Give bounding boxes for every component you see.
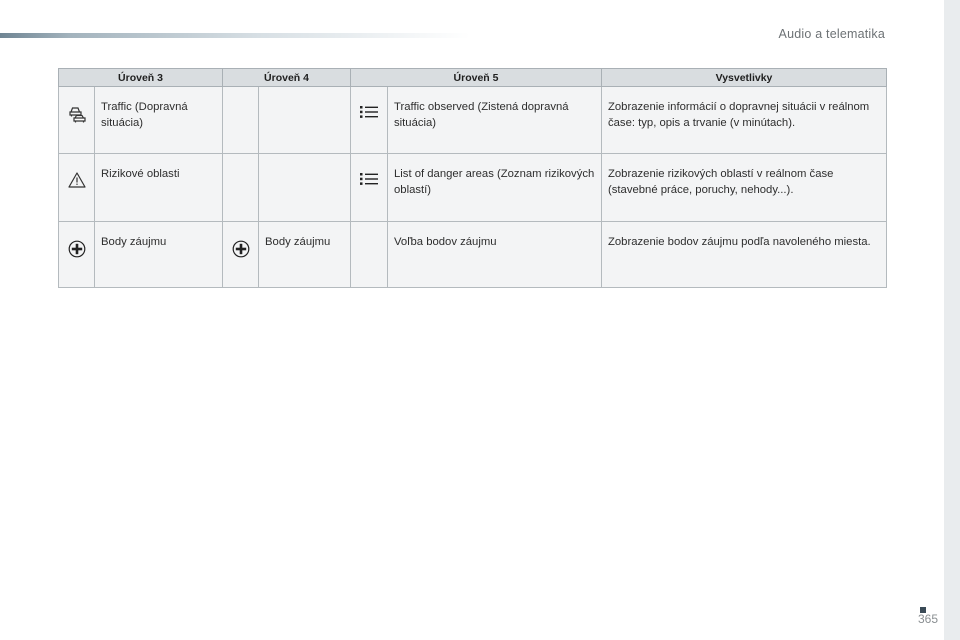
level-4-label: [259, 87, 351, 154]
level-3-label: Rizikové oblasti: [95, 154, 223, 222]
header-level-3: Úroveň 3: [59, 69, 223, 87]
icon-cell: [223, 222, 259, 288]
icon-cell: [59, 222, 95, 288]
icon-cell: [59, 87, 95, 154]
header-level-5: Úroveň 5: [351, 69, 602, 87]
section-title: Audio a telematika: [778, 27, 885, 41]
table-row: [59, 154, 887, 222]
points-of-interest-icon: [68, 240, 86, 258]
list-icon: [360, 105, 378, 119]
page-number: 365: [917, 612, 938, 626]
icon-cell: [351, 222, 388, 288]
table-header-row: [59, 69, 887, 87]
level-5-label: List of danger areas (Zoznam rizikových oblastí): [388, 154, 602, 222]
page-edge-strip: [944, 0, 960, 640]
table-row: [59, 87, 887, 154]
icon-cell: [351, 154, 388, 222]
explanation-text: Zobrazenie informácií o dopravnej situácii v reálnom čase: typ, opis a trvanie (v minútach).: [602, 87, 887, 154]
explanation-text: Zobrazenie bodov záujmu podľa navoleného miesta.: [602, 222, 887, 288]
explanation-text: Zobrazenie rizikových oblastí v reálnom čase (stavebné práce, poruchy, nehody...).: [602, 154, 887, 222]
icon-cell: [223, 87, 259, 154]
level-5-label: Voľba bodov záujmu: [388, 222, 602, 288]
warning-triangle-icon: [68, 172, 86, 188]
points-of-interest-icon: [232, 240, 250, 258]
traffic-icon: [67, 105, 87, 123]
level-4-label: [259, 154, 351, 222]
level-5-label: Traffic observed (Zistená dopravná situácia): [388, 87, 602, 154]
header-explanations: Vysvetlivky: [602, 69, 887, 87]
level-4-label: Body záujmu: [259, 222, 351, 288]
icon-cell: [59, 154, 95, 222]
header-level-4: Úroveň 4: [223, 69, 351, 87]
icon-cell: [223, 154, 259, 222]
navigation-menu-table: [58, 68, 887, 288]
icon-cell: [351, 87, 388, 154]
level-3-label: Traffic (Dopravná situácia): [95, 87, 223, 154]
level-3-label: Body záujmu: [95, 222, 223, 288]
list-icon: [360, 172, 378, 186]
table-row: [59, 222, 887, 288]
header-accent-bar: [0, 33, 470, 38]
